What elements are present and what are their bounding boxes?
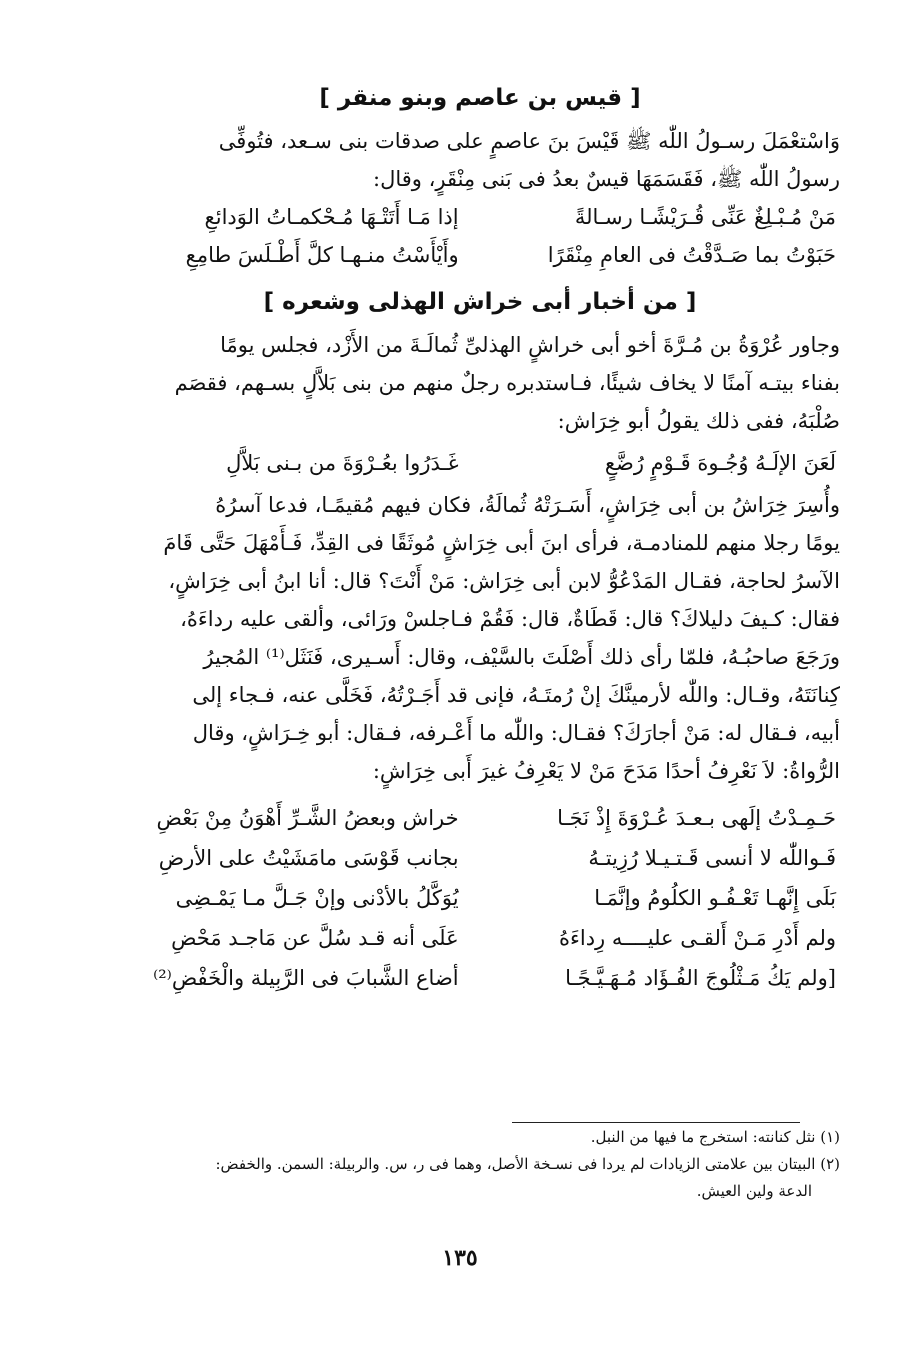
- verse-line: [120, 918, 840, 958]
- footnote-divider: [512, 1122, 800, 1123]
- poem: [120, 798, 840, 998]
- text-line: فقال: كـيفَ دليلاكَ؟ قال: قَطَاةٌ، قال: فَقُمْ فـاجلسْ ورَائى، وألقى عليه رداءَهُ،: [180, 607, 840, 631]
- footnotes: [120, 1124, 840, 1205]
- paragraph-qays: [120, 122, 840, 198]
- footnote: (١) نثل كنانته: استخرج ما فيها من النبل.: [590, 1128, 840, 1146]
- verse-second-hemistich: إذا مَـا أَتَتْـهَا مُـحْكمـاتُ الوَدائعِ: [204, 205, 459, 229]
- verse-second-hemistich: خراش وبعضُ الشَّـرِّ أَهْوَنُ مِنْ بَعْضِ: [156, 806, 459, 830]
- text-line: وجاور عُرْوَةُ بن مُـرَّةَ أخو أبى خراشٍ الهذلىِّ ثُمالَـةَ من الأَزْد، فجلس يومًا: [220, 333, 840, 357]
- text-line: بفناء بيتـه آمنًا لا يخاف شيئًا، فـاستدبره رجلٌ منهم من بنى بَلاَّلٍ بسـهم، فقصَم: [174, 371, 840, 395]
- verse-line: [120, 236, 840, 274]
- text-line: أبيه، فـقال له: مَنْ أجارَكَ؟ فقـال: واللّٰه ما أَعْـرفه، فـقال: أبو خِـرَاشٍ، وقال: [192, 721, 840, 745]
- verse-line: [120, 444, 840, 482]
- verse-line: [120, 198, 840, 236]
- verse-first-hemistich: بَلَى إِنَّهـا تَعْـفُـو الكلُومُ وإنَّمَـا: [594, 886, 836, 910]
- verse-second-hemistich: وأَيْأَسْتُ منـهـا كلَّ أَطْـلَسَ طامِعِ: [185, 243, 459, 267]
- verse-line: [120, 878, 840, 918]
- paragraph-khirash: [120, 486, 840, 790]
- footnote-continuation: الدعة ولين العيش.: [696, 1182, 812, 1200]
- text-line: صُلْبَهُ، ففى ذلك يقولُ أبو خِرَاش:: [557, 409, 840, 433]
- page-body: [120, 70, 840, 998]
- verse-second-hemistich: يُوَكَّلُ بالأدْنى وإنْ جَـلَّ مـا يَمْـضِى: [175, 886, 459, 910]
- verse-first-hemistich: [ولم يَكُ مَـثْلُوجَ الفُـؤَاد مُـهَـيَّـجًـا: [565, 966, 836, 990]
- text-line: وَاسْتعْمَلَ رسـولُ اللّٰه ﷺ قَيْسَ بنَ عاصمٍ على صدقات بنى سـعد، فتُوفِّى: [218, 129, 840, 153]
- page-number: ١٣٥: [442, 1245, 478, 1271]
- verse-first-hemistich: لَعَنَ الإلَـهُ وُجُـوهَ قَـوْمٍ رُضَّعٍ: [604, 451, 836, 475]
- footnote: (٢) البيتان بين علامتى الزيادات لم يردا فى نسـخة الأصل، وهما فى ر، س. والربيلة: السمن. والخفض:: [215, 1155, 840, 1173]
- verse-second-hemistich: أضاع الشَّبابَ فى الرَّبِيلة والْخَفْضِ⁽²⁾: [153, 966, 459, 990]
- text-line: يومًا رجلا منهم للمنادمـة، فرأى ابنَ أبى خِرَاشٍ مُوثَقًا فى القِدِّ، فَـأَمْهَلَ حَتَّى قَامَ: [163, 531, 840, 555]
- verse-first-hemistich: مَنْ مُـبْـلِغٌ عَنِّى قُـرَيْشًـا رسـالةً: [574, 205, 836, 229]
- text-line: ورَجَعَ صاحبُـهُ، فلمّا رأى ذلك أَصْلَتَ بالسَّيْف، وقال: أَسـيرى، فَنَثَل⁽¹⁾ المُجيرُ: [203, 645, 840, 669]
- verse-line: [120, 838, 840, 878]
- verse-line: [120, 958, 840, 998]
- text-line: الآسرُ لحاجة، فقـال المَدْعُوُّ لابن أبى خِرَاش: مَنْ أَنْتَ؟ قال: أنا ابنُ أبى خِرَاشٍ،: [168, 569, 840, 593]
- verse-line: [120, 798, 840, 838]
- text-line: رسولُ اللّٰه ﷺ، فَقَسَمَهَا قيسٌ بعدُ فى بَنى مِنْقَرٍ، وقال:: [373, 167, 840, 191]
- section-heading-qays: [ قيس بن عاصم وبنو منقر ]: [319, 85, 641, 111]
- verse-first-hemistich: حَبَوْتُ بما صَـدَّقْتُ فى العامِ مِنْقَرًا: [547, 243, 836, 267]
- verse-second-hemistich: عَلَى أنه قـد سُلَّ عن مَاجـد مَحْضِ: [171, 926, 459, 950]
- verse-first-hemistich: حَـمِـدْتُ إلَهى بـعـدَ عُـرْوَةَ إِذْ نَجَـا: [557, 806, 836, 830]
- paragraph-urwa: [120, 326, 840, 440]
- verse-second-hemistich: غَـدَرُوا بعُـرْوَةَ من بـنى بَلاَّلِ: [226, 451, 459, 475]
- verse-first-hemistich: فَـواللّٰه لا أنسى قَـتـيـلا رُزِيتـهُ: [588, 846, 836, 870]
- text-line: كِنانَتَهُ، وقـال: واللّٰه لأرمينَّكَ إنْ رُمتَـهُ، فإنى قد أَجَـرْتُهُ، فَخَلَّى عنه، فـجاء إلى: [192, 683, 840, 707]
- verse-second-hemistich: بجانب قَوْسَى مامَشَيْتُ على الأرضِ: [158, 846, 459, 870]
- verse-first-hemistich: ولم أَدْرِ مَـنْ أَلقـى عليــــه رِداءَهُ: [558, 926, 836, 950]
- text-line: الرُّواةُ: لاَ نَعْرِفُ أحدًا مَدَحَ مَنْ لا يَعْرِفُ غيرَ أَبى خِرَاشٍ:: [372, 759, 840, 783]
- section-heading-abu-khirash: [ من أخبار أبى خراش الهذلى وشعره ]: [263, 289, 697, 315]
- text-line: وأُسِرَ خِرَاشُ بن أبى خِرَاشٍ، أَسَـرَتْهُ ثُمالَةُ، فكان فيهم مُقيمًـا، فدعا آسرُهُ: [215, 493, 840, 517]
